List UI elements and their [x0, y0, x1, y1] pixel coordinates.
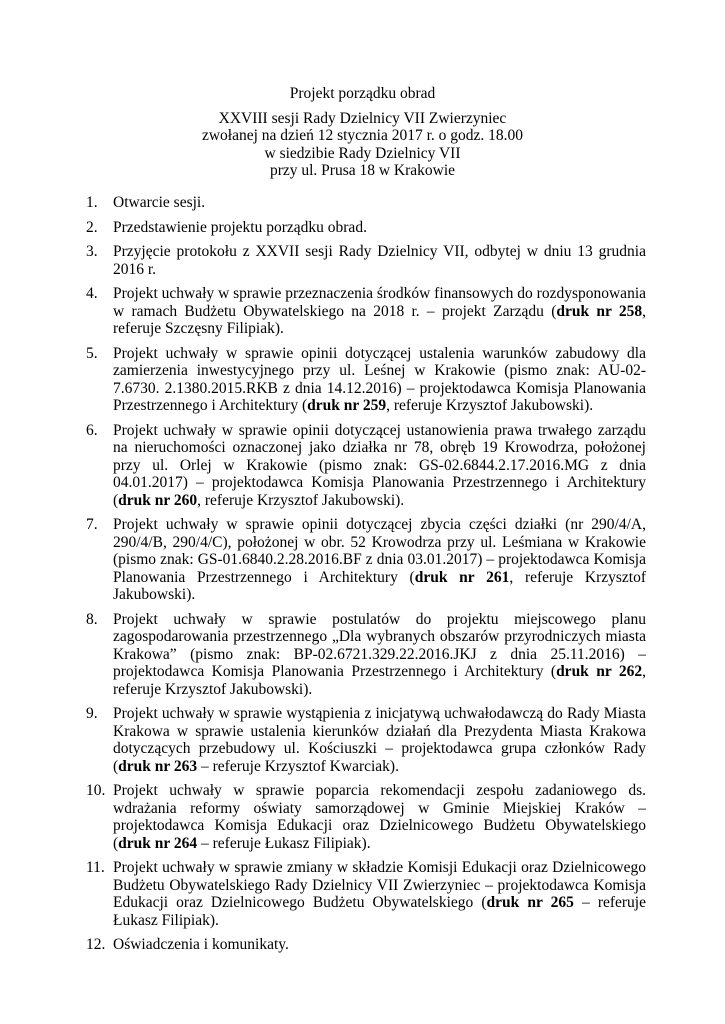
agenda-item-text — [113, 194, 205, 211]
agenda-item — [86, 194, 646, 212]
agenda-item-text — [113, 285, 646, 337]
agenda-item-number: 1. — [86, 194, 98, 211]
print-number: druk nr 261 — [414, 568, 510, 586]
agenda-item-text — [113, 936, 289, 953]
agenda-text-segment: Przyjęcie protokołu z XXVII sesji Rady Dzielnicy VII, odbytej w dniu 13 grudnia 2016 r. — [113, 243, 646, 278]
agenda-item-text — [113, 705, 646, 775]
agenda-item-text — [113, 219, 367, 236]
agenda-text-segment: Projekt uchwały w sprawie wystąpienia z inicjatywą uchwałodawczą do Rady Miasta Krakowa w sprawie ustalenia kierunków działań dla Prezydenta Miasta Krakowa dotyczących przebudowy ul. Kościuszki – projektodawca grupa członków Rady ( — [113, 705, 646, 775]
agenda-text-segment: – referuje Łukasz Filipiak). — [197, 834, 371, 852]
agenda-item-number: 7. — [86, 516, 98, 533]
agenda-text-segment: , referuje Krzysztof Jakubowski). — [113, 568, 646, 603]
print-number: druk nr 262 — [556, 663, 643, 680]
print-number: druk nr 260 — [118, 491, 198, 509]
document-title: Projekt porządku obrad — [289, 85, 436, 102]
print-number: druk nr 263 — [118, 757, 198, 775]
agenda-item-text — [113, 611, 646, 698]
agenda-item-number: 6. — [86, 421, 98, 439]
agenda-item — [86, 611, 646, 699]
agenda-text-segment: Oświadczenia i komunikaty. — [113, 936, 289, 953]
address-line: przy ul. Prusa 18 w Krakowie — [269, 162, 456, 179]
venue-line: w siedzibie Rady Dzielnicy VII — [264, 144, 461, 162]
agenda-item — [86, 859, 646, 929]
agenda-item-number: 2. — [86, 218, 98, 236]
agenda-item-number: 12. — [86, 936, 106, 953]
agenda-text-segment: – referuje Łukasz Filipiak). — [113, 894, 646, 929]
agenda-text-segment: Projekt uchwały w sprawie zmiany w składzie Komisji Edukacji oraz Dzielnicowego Budżetu Obywatelskiego Rady Dzielnicy VII Zwierzyniec – projektodawca Komisja Edukacji oraz Dzielnicowego Budżetu Obywatelskiego ( — [113, 859, 646, 911]
agenda-item-number: 4. — [86, 285, 98, 302]
agenda-item-number: 5. — [86, 344, 98, 362]
agenda-item-number: 8. — [86, 610, 98, 628]
agenda-text-segment: , referuje Krzysztof Jakubowski). — [197, 491, 405, 509]
agenda-item-text — [113, 782, 646, 852]
agenda-item-text — [113, 243, 646, 278]
date-line: zwołanej na dzień 12 stycznia 2017 r. o godz. 18.00 — [201, 127, 524, 144]
agenda-item-text — [113, 516, 646, 603]
agenda-text-segment: Otwarcie sesji. — [113, 194, 206, 211]
agenda-item — [86, 345, 646, 415]
agenda-item — [86, 243, 646, 278]
agenda-item — [86, 782, 646, 852]
print-number: druk nr 265 — [486, 894, 574, 911]
print-number: druk nr 259 — [307, 397, 387, 414]
agenda-text-segment: Projekt uchwały w sprawie opinii dotyczącej ustanowienia prawa trwałego zarządu na nieruchomości oznaczonej jako działka nr 78, obręb 19 Krowodrza, położonej przy ul. Orlej w Krakowie (pismo znak: GS-02.6844.2.17.2016.MG z dnia 04.01.2017) – projektodawca Komisja Planowania Przestrzennego i Architektury ( — [113, 421, 646, 509]
agenda-item-number: 10. — [86, 782, 106, 799]
agenda-text-segment: Projekt uchwały w sprawie postulatów do projektu miejscowego planu zagospodarowania przestrzennego „Dla wybranych obszarów przyrodniczych miasta Krakowa” (pismo znak: BP-02.6721.329.22.2016.JKJ z dnia 25.11.2016) – projektodawca Komisja Planowania Przestrzennego i Architektury ( — [113, 610, 646, 680]
agenda-item-text — [113, 422, 646, 509]
agenda-item — [86, 705, 646, 775]
agenda-item — [86, 422, 646, 510]
agenda-item-text — [113, 345, 646, 415]
agenda-item-text — [113, 859, 646, 929]
agenda-list — [86, 194, 646, 961]
session-line: XXVIII sesji Rady Dzielnicy VII Zwierzyniec — [218, 109, 507, 127]
agenda-text-segment: Projekt uchwały w sprawie opinii dotyczącej zbycia części działki (nr 290/4/A, 290/4/B, 290/4/C), położonej w obr. 52 Krowodrza przy ul. Leśmiana w Krakowie (pismo znak: GS-01.6840.2.28.2016.BF z dnia 03.01.2017) – projektodawca Komisja Planowania Przestrzennego i Architektury ( — [113, 516, 646, 586]
document-header — [0, 85, 725, 180]
agenda-text-segment: Projekt uchwały w sprawie opinii dotyczącej ustalenia warunków zabudowy dla zamierzenia inwestycyjnego przy ul. Leśnej w Krakowie (pismo znak: AU-02-7.6730. 2.1380.2015.RKB z dnia 14.12.2016) – projektodawca Komisja Planowania Przestrzennego i Architektury ( — [113, 344, 646, 414]
agenda-text-segment: Przedstawienie projektu porządku obrad. — [113, 218, 367, 236]
agenda-text-segment: , referuje Szczęsny Filipiak). — [113, 302, 646, 337]
agenda-item — [86, 516, 646, 604]
agenda-item — [86, 285, 646, 338]
print-number: druk nr 258 — [556, 302, 643, 320]
agenda-text-segment: – referuje Krzysztof Kwarciak). — [197, 757, 399, 775]
agenda-item — [86, 219, 646, 237]
agenda-item-number: 11. — [86, 859, 105, 876]
agenda-item-number: 9. — [86, 705, 98, 722]
agenda-item — [86, 936, 646, 954]
agenda-text-segment: Projekt uchwały w sprawie poparcia rekomendacji zespołu zadaniowego ds. wdrażania reformy oświaty samorządowej w Gminie Miejskiej Kraków – projektodawca Komisja Edukacji oraz Dzielnicowego Budżetu Obywatelskiego ( — [113, 782, 646, 852]
agenda-text-segment: , referuje Krzysztof Jakubowski). — [386, 397, 594, 414]
agenda-item-number: 3. — [86, 243, 98, 260]
print-number: druk nr 264 — [118, 834, 198, 852]
agenda-text-segment: Projekt uchwały w sprawie przeznaczenia środków finansowych do rozdysponowania w ramach Budżetu Obywatelskiego na 2018 r. – projekt Zarządu ( — [113, 285, 646, 320]
agenda-text-segment: , referuje Krzysztof Jakubowski). — [113, 663, 646, 698]
